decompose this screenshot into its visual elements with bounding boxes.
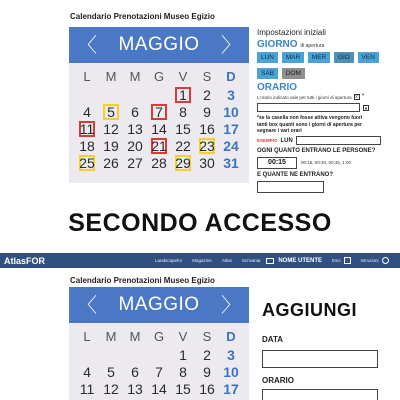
quantity-input[interactable] (257, 181, 324, 193)
nav-magazine[interactable]: Magazine (192, 258, 212, 263)
day-number: 30 (199, 154, 215, 171)
nav-username[interactable]: NOME UTENTE (278, 257, 323, 264)
calendar-day[interactable] (75, 380, 99, 397)
calendar-day[interactable] (99, 363, 123, 380)
day-number: 12 (103, 380, 119, 397)
weekday-header: D (226, 329, 236, 344)
calendar-day[interactable] (219, 137, 243, 154)
nav-landscapefor[interactable]: Landscapefor (155, 258, 183, 263)
day-number: 16 (199, 120, 215, 137)
orario-label-2: ORARIO (262, 376, 294, 385)
day-chip-ven[interactable]: VEN (358, 52, 379, 63)
calendar-day[interactable] (75, 103, 99, 120)
calendar-day[interactable] (195, 380, 219, 397)
day-number: 3 (227, 86, 235, 103)
calendar-day[interactable] (195, 363, 219, 380)
calendar-empty (123, 346, 147, 363)
calendar (69, 27, 249, 183)
calendar-day[interactable] (99, 380, 123, 397)
calendar-day[interactable] (171, 103, 195, 120)
orario-select[interactable] (257, 103, 360, 112)
day-number: 9 (203, 363, 211, 380)
day-number: 4 (83, 103, 91, 120)
day-number: 3 (227, 346, 235, 363)
calendar-empty (75, 86, 99, 103)
giorno-label: GIORNO (257, 39, 298, 50)
calendar-day[interactable] (123, 103, 147, 120)
calendar-day[interactable] (171, 380, 195, 397)
nav-atlas[interactable]: Atlas (221, 258, 232, 263)
logo-part-a: Atlas (4, 255, 27, 266)
section-divider: SECONDO ACCESSO (68, 209, 332, 237)
page-title: Calendario Prenotazioni Museo Egizio (70, 12, 215, 21)
day-number: 14 (151, 120, 167, 137)
day-number: 8 (179, 363, 187, 380)
calendar-day[interactable] (147, 137, 171, 154)
nav-scrivania[interactable]: Scrivania (241, 258, 261, 263)
calendar-day[interactable] (195, 137, 219, 154)
weekday-header: S (202, 329, 212, 344)
day-number: 20 (127, 137, 143, 154)
day-number: 6 (131, 363, 139, 380)
calendar-day[interactable] (219, 154, 243, 171)
day-chips-row-1 (257, 52, 397, 63)
weekday-header: S (202, 69, 212, 84)
day-number: 22 (175, 137, 191, 154)
chevron-left-icon[interactable]: 〈 (77, 33, 97, 57)
weekday-header: V (178, 69, 188, 84)
day-number: 12 (103, 120, 119, 137)
atlasfor-logo[interactable] (0, 256, 45, 266)
calendar-day[interactable] (99, 120, 123, 137)
day-number: 21 (151, 137, 167, 154)
calendar-day[interactable] (171, 346, 195, 363)
calendar-day[interactable] (123, 137, 147, 154)
orario-select-row (257, 103, 397, 112)
nav-exit[interactable]: Esci (332, 258, 341, 263)
day-chip-gio[interactable]: GIO (334, 52, 354, 63)
data-input[interactable] (262, 350, 378, 368)
chevron-right-icon[interactable]: 〉 (221, 33, 241, 57)
calendar-day[interactable] (75, 363, 99, 380)
giorno-heading (257, 39, 397, 50)
calendar-day[interactable] (123, 363, 147, 380)
checkbox-icon[interactable]: x (355, 94, 358, 101)
day-number: 17 (223, 380, 239, 397)
calendar-day[interactable] (195, 120, 219, 137)
day-number: 6 (131, 103, 139, 120)
calendar-day[interactable] (219, 103, 243, 120)
calendar-day[interactable] (219, 346, 243, 363)
calendar-day[interactable] (171, 86, 195, 103)
exit-icon[interactable] (344, 257, 351, 264)
logo-part-b: FOR (26, 255, 46, 266)
day-number: 28 (151, 154, 167, 171)
day-number: 26 (103, 154, 119, 171)
weekday-header: D (226, 69, 236, 84)
calendar-day[interactable] (147, 380, 171, 397)
esempio-label: ESEMPIO (257, 138, 278, 144)
day-number: 24 (223, 137, 239, 154)
day-number: 14 (151, 380, 167, 397)
calendar-day[interactable] (219, 363, 243, 380)
day-number: 11 (79, 380, 95, 397)
orario-label: ORARIO (257, 82, 297, 93)
day-number: 19 (103, 137, 119, 154)
calendar-month: MAGGIO (118, 34, 200, 55)
calendar-day[interactable] (147, 363, 171, 380)
day-number: 4 (83, 363, 91, 380)
calendar-header (69, 27, 249, 63)
esempio-day: LUN (280, 137, 293, 144)
calendar-day[interactable] (219, 120, 243, 137)
weekday-header: M (105, 329, 117, 344)
day-number: 1 (179, 86, 187, 103)
calendar-day[interactable] (195, 154, 219, 171)
calendar-grid (75, 67, 249, 171)
calendar-day[interactable] (99, 154, 123, 171)
calendar-day[interactable] (75, 154, 99, 171)
weekday-header: V (178, 329, 188, 344)
day-chip-sab[interactable]: SAB (257, 68, 278, 79)
calendar-day[interactable] (195, 346, 219, 363)
calendar-day[interactable] (123, 380, 147, 397)
calendar-day[interactable] (219, 380, 243, 397)
calendar-day[interactable] (123, 120, 147, 137)
question-quantity: E QUANTE NE ENTRANO? (257, 172, 334, 179)
day-number: 8 (179, 103, 187, 120)
calendar-empty (147, 346, 171, 363)
day-number: 10 (223, 103, 239, 120)
chevron-left-icon[interactable]: 〈 (77, 293, 97, 317)
interval-row (257, 157, 397, 169)
esempio-field[interactable] (296, 136, 381, 145)
day-number: 13 (127, 120, 143, 137)
calendar-empty (99, 86, 123, 103)
page-title-2: Calendario Prenotazioni Museo Egizio (70, 276, 215, 285)
orario-input[interactable] (262, 389, 378, 400)
calendar-day[interactable] (171, 120, 195, 137)
weekday-header: M (129, 329, 141, 344)
esempio-row (257, 136, 397, 145)
monitor-icon[interactable] (266, 258, 274, 264)
calendar-day[interactable] (195, 103, 219, 120)
calendar-empty (75, 346, 99, 363)
nav-istruzioni[interactable]: Istruzioni (360, 258, 379, 263)
calendar-day[interactable] (75, 137, 99, 154)
day-number: 27 (127, 154, 143, 171)
day-number: 11 (79, 120, 95, 137)
data-label: DATA (262, 335, 284, 344)
interval-input[interactable]: 00:15 (257, 157, 297, 169)
calendar-empty (99, 346, 123, 363)
day-number: 13 (127, 380, 143, 397)
calendar-day[interactable] (171, 363, 195, 380)
calendar-grid-2 (75, 327, 249, 397)
day-chip-mer[interactable]: MER (308, 52, 330, 63)
calendar-month-2: MAGGIO (118, 294, 200, 315)
day-number: 10 (223, 363, 239, 380)
orario-note: L'orario indicato vale per tutti i giorni di apertura (257, 94, 352, 100)
day-number: 29 (175, 154, 191, 171)
calendar-day[interactable] (99, 103, 123, 120)
form-title: AGGIUNGI (262, 300, 358, 320)
day-chip-dom[interactable]: DOM (282, 68, 305, 79)
weekday-header: G (153, 329, 165, 344)
day-number: 2 (203, 86, 211, 103)
calendar-day[interactable] (99, 137, 123, 154)
settings-title: Impostazioni iniziali (257, 28, 326, 37)
day-number: 16 (199, 380, 215, 397)
chevron-right-icon[interactable]: 〉 (221, 293, 241, 317)
day-number: 5 (107, 103, 115, 120)
day-number: 18 (79, 137, 95, 154)
weekday-header: L (83, 329, 91, 344)
interval-hint: 00:15, 00:30, 00:45, 1:00 (301, 160, 352, 166)
calendar-body (69, 63, 249, 183)
weekday-header: M (105, 69, 117, 84)
calendar-2 (69, 287, 249, 400)
calendar-day[interactable] (195, 86, 219, 103)
day-number: 7 (155, 363, 163, 380)
calendar-day[interactable] (123, 154, 147, 171)
calendar-body-2 (69, 323, 249, 400)
day-number: 25 (79, 154, 95, 171)
calendar-empty (123, 86, 147, 103)
weekday-header: M (129, 69, 141, 84)
orario-note-row (257, 93, 397, 101)
calendar-day[interactable] (147, 103, 171, 120)
info-icon[interactable] (382, 257, 389, 264)
add-form (262, 300, 378, 400)
weekday-header: G (153, 69, 165, 84)
calendar-day[interactable] (219, 86, 243, 103)
day-number: 31 (223, 154, 239, 171)
day-number: 2 (203, 346, 211, 363)
orario-footnote: *se la casella non fosse attiva vengono fuori tanti box quanti sono i giorni di apertura per segnare i vari orari (257, 115, 363, 134)
calendar-day[interactable] (171, 154, 195, 171)
question-interval: OGNI QUANTO ENTRANO LE PERSONE? (257, 148, 376, 155)
day-number: 9 (203, 103, 211, 120)
day-number: 23 (199, 137, 215, 154)
day-chips-row-2 (257, 68, 397, 79)
day-number: 15 (175, 120, 191, 137)
day-chip-lun[interactable]: LUN (257, 52, 278, 63)
day-number: 1 (179, 346, 187, 363)
navbar (0, 253, 400, 268)
calendar-day[interactable] (171, 137, 195, 154)
calendar-empty (147, 86, 171, 103)
giorno-note: di apertura (300, 43, 325, 49)
calendar-day[interactable] (147, 154, 171, 171)
weekday-header: L (83, 69, 91, 84)
calendar-header-2 (69, 287, 249, 323)
day-number: 7 (155, 103, 163, 120)
day-chip-mar[interactable]: MAR (282, 52, 304, 63)
day-number: 17 (223, 120, 239, 137)
day-number: 5 (107, 363, 115, 380)
asterisk-mark: * (361, 93, 365, 100)
dropdown-arrow-icon[interactable]: ▼ (364, 105, 368, 111)
calendar-day[interactable] (75, 120, 99, 137)
calendar-day[interactable] (147, 120, 171, 137)
settings-panel (257, 28, 397, 193)
day-number: 15 (175, 380, 191, 397)
